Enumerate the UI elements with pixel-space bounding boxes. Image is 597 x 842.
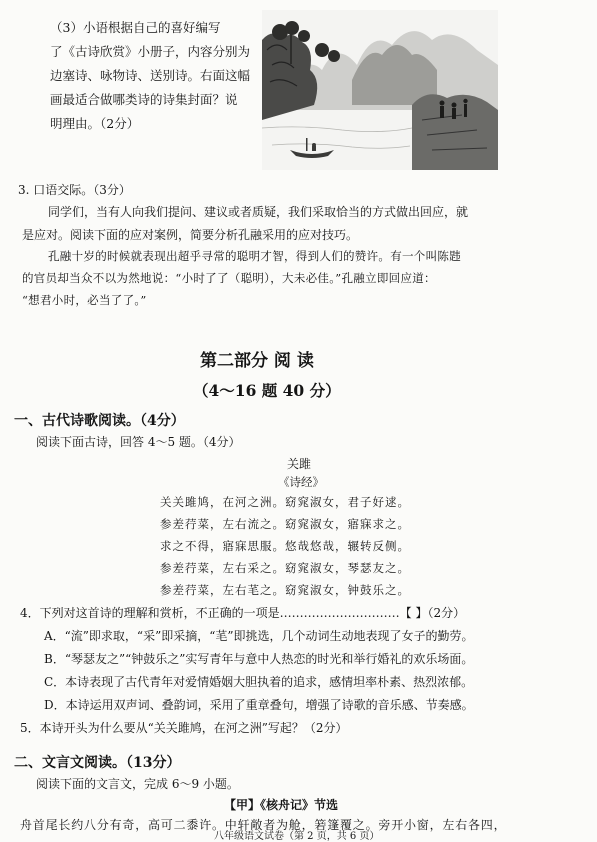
part2-subtitle: （4～16 题 40 分）	[193, 381, 341, 400]
poem-line-5: 参差荇菜，左右芼之。窈窕淑女，钟鼓乐之。	[160, 583, 410, 597]
oral-story-line-2: 的官员却当众不以为然地说：“小时了了（聪明），大未必佳。”孔融立即回应道：	[22, 271, 436, 285]
section2-instruction: 阅读下面的文言文，完成 6～9 小题。	[36, 777, 239, 791]
oral-intro-line-1: 同学们，当有人向我们提问、建议或者质疑，我们采取恰当的方式做出回应，就	[48, 205, 469, 219]
section2-heading: 二、文言文阅读。（13分）	[14, 755, 181, 771]
q3-line-1: （3）小语根据自己的喜好编写	[50, 20, 221, 35]
landscape-painting-image	[262, 10, 498, 170]
q3-line-2: 了《古诗欣赏》小册子，内容分别为	[50, 44, 251, 59]
poem-line-3: 求之不得，寤寐思服。悠哉悠哉，辗转反侧。	[160, 539, 410, 553]
q4-option-b: B．“琴瑟友之”“钟鼓乐之”实写青年与意中人热恋的时光和举行婚礼的欢乐场面。	[44, 652, 474, 666]
q4-option-c: C．本诗表现了古代青年对爱情婚姻大胆执着的追求，感情坦率朴素、热烈浓郁。	[44, 675, 474, 689]
page-footer: 八年级语文试卷（第 2 页，共 6 页）	[214, 831, 380, 842]
q4-option-a: A．“流”即求取，“采”即采摘，“芼”即挑选，几个动词生动地表现了女子的勤劳。	[44, 629, 474, 643]
section1-instruction: 阅读下面古诗，回答 4～5 题。（4分）	[36, 435, 241, 449]
poem-line-2: 参差荇菜，左右流之。窈窕淑女，寤寐求之。	[160, 517, 410, 531]
part2-title: 第二部分 阅 读	[200, 351, 314, 371]
poem-title: 关雎	[287, 457, 312, 471]
poem-line-4: 参差荇菜，左右采之。窈窕淑女，琴瑟友之。	[160, 561, 410, 575]
poem-line-1: 关关雎鸠，在河之洲。窈窕淑女，君子好逑。	[160, 495, 410, 509]
oral-story-line-3: “想君小时，必当了了。”	[22, 293, 147, 307]
q3-line-4: 画最适合做哪类诗的诗集封面？说	[50, 92, 238, 107]
oral-intro-line-2: 是应对。阅读下面的应对案例，简要分析孔融采用的应对技巧。	[22, 228, 359, 242]
q3-line-5: 明理由。（2分）	[50, 116, 140, 131]
text-title: 【甲】《核舟记》节选	[224, 798, 339, 812]
section1-heading: 一、古代诗歌阅读。（4分）	[14, 413, 185, 429]
q4-stem: 4．下列对这首诗的理解和赏析，不正确的一项是…………………………【 】（2分）	[20, 606, 466, 620]
text-first-line: 舟首尾长约八分有奇，高可二黍许。中轩敞者为舱，箬篷覆之。旁开小窗，左右各四，	[20, 818, 507, 832]
q4-option-d: D．本诗运用双声词、叠韵词，采用了重章叠句，增强了诗歌的音乐感、节奏感。	[44, 698, 474, 712]
oral-story-line-1: 孔融十岁的时候就表现出超乎寻常的聪明才智，得到人们的赞许。有一个叫陈韪	[48, 249, 461, 263]
q5-stem: 5．本诗开头为什么要从“关关雎鸠，在河之洲”写起？（2分）	[20, 721, 348, 735]
q3-line-3: 边塞诗、咏物诗、送别诗。右面这幅	[50, 68, 251, 83]
poem-source: 《诗经》	[278, 475, 324, 489]
oral-heading: 3. 口语交际。（3分）	[18, 183, 131, 197]
